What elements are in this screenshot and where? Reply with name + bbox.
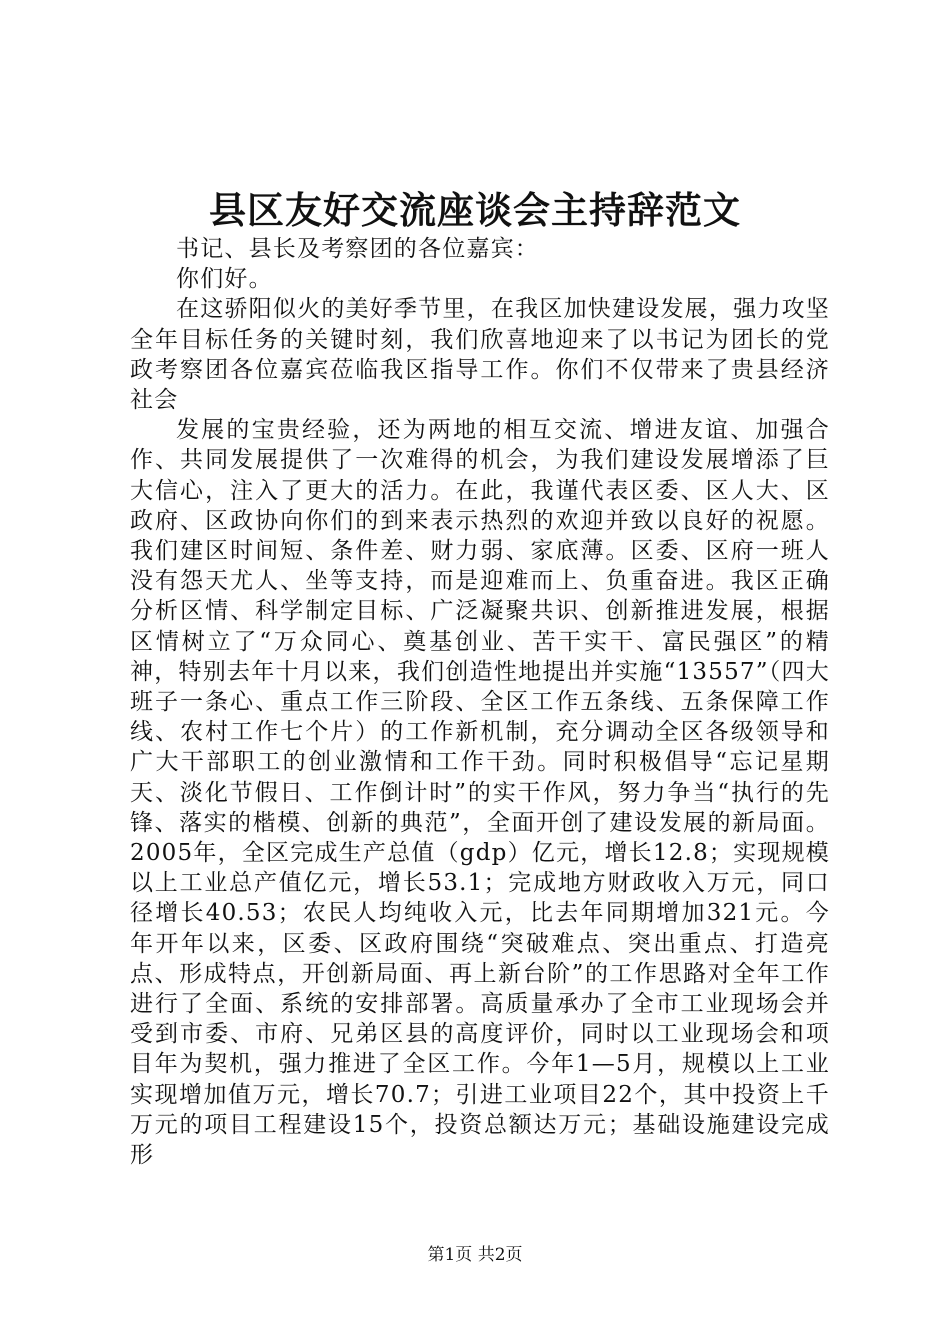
document-body bbox=[130, 234, 830, 1170]
page-footer: 第1页 共2页 bbox=[427, 1245, 523, 1265]
greeting-paragraph: 你们好。 bbox=[176, 266, 273, 293]
salutation-paragraph: 书记、县长及考察团的各位嘉宾： bbox=[176, 236, 539, 262]
document-title: 县区友好交流座谈会主持辞范文 bbox=[209, 188, 741, 232]
body-paragraph: 在这骄阳似火的美好季节里，在我区加快建设发展，强力攻坚全年目标任务的关键时刻，我们欣喜地迎来了以书记为团长的党政考察团各位嘉宾莅临我区指导工作。你们不仅带来了贵县经济社会 bbox=[130, 296, 830, 414]
body-paragraph: 发展的宝贵经验，还为两地的相互交流、增进友谊、加强合作、共同发展提供了一次难得的机会，为我们建设发展增添了巨大信心，注入了更大的活力。在此，我谨代表区委、区人大、区政府、区政协向你们的到来表示热烈的欢迎并致以良好的祝愿。我们建区时间短、条件差、财力弱、家底薄。区委、区府一班人没有怨天尤人、坐等支持，而是迎难而上、负重奋进。我区正确分析区情、科学制定目标、广泛凝聚共识、创新推进发展，根据区情树立了“万众同心、奠基创业、苦干实干、富民强区”的精神，特别去年十月以来，我们创造性地提出并实施“13557”（四大班子一条心、重点工作三阶段、全区工作五条线、五条保障工作线、农村工作七个片）的工作新机制，充分调动全区各级领导和广大干部职工的创业激情和工作干劲。同时积极倡导“忘记星期天、淡化节假日、工作倒计时”的实干作风，努力争当“执行的先锋、落实的楷模、创新的典范”，全面开创了建设发展的新局面。2005年，全区完成生产总值（gdp）亿元，增长12.8；实现规模以上工业总产值亿元，增长53.1；完成地方财政收入万元，同口径增长40.53；农民人均纯收入元，比去年同期增加321元。今年开年以来，区委、区政府围绕“突破难点、突出重点、打造亮点、形成特点，开创新局面、再上新台阶”的工作思路对全年工作进行了全面、系统的安排部署。高质量承办了全市工业现场会并受到市委、市府、兄弟区县的高度评价，同时以工业现场会和项目年为契机，强力推进了全区工作。今年1—5月，规模以上工业实现增加值万元，增长70.7；引进工业项目22个，其中投资上千万元的项目工程建设15个，投资总额达万元；基础设施建设完成形 bbox=[130, 417, 830, 1169]
